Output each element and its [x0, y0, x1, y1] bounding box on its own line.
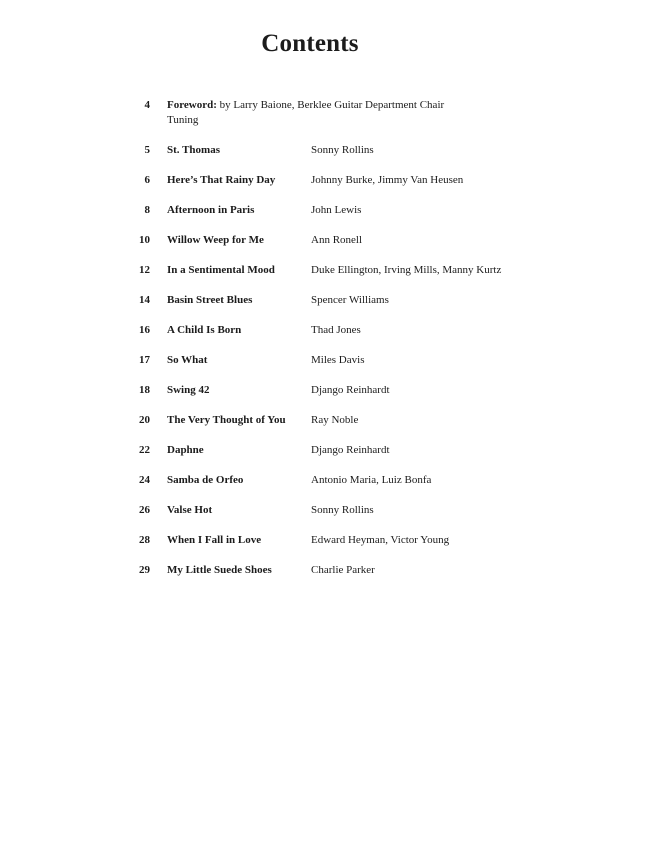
toc-entry — [128, 413, 528, 443]
toc-entry — [128, 233, 528, 263]
tuning-label: Tuning — [167, 114, 199, 126]
song-title: The Very Thought of You — [167, 414, 286, 426]
composer-name: Antonio Maria, Luiz Bonfa — [311, 474, 432, 486]
toc-entry — [128, 263, 528, 293]
toc-entry — [128, 473, 528, 503]
composer-name: Ann Ronell — [311, 234, 363, 246]
page-number: 8 — [144, 204, 150, 216]
song-title: Daphne — [167, 444, 204, 456]
page-title: Contents — [261, 30, 359, 57]
song-title: My Little Suede Shoes — [167, 564, 272, 576]
page-number: 18 — [139, 384, 150, 396]
page-number: 28 — [139, 534, 150, 546]
song-title: Basin Street Blues — [167, 294, 253, 306]
song-title: When I Fall in Love — [167, 534, 262, 546]
song-title: Samba de Orfeo — [167, 474, 244, 486]
toc-entry — [128, 353, 528, 383]
composer-name: Sonny Rollins — [311, 144, 374, 156]
page-number: 12 — [139, 264, 150, 276]
song-title: So What — [167, 354, 208, 366]
toc-entry — [128, 203, 528, 233]
page-number: 26 — [139, 504, 150, 516]
toc-entry — [128, 443, 528, 473]
toc-entry-foreword — [128, 98, 528, 143]
toc-entry — [128, 503, 528, 533]
composer-name: Ray Noble — [311, 414, 359, 426]
page-number: 22 — [139, 444, 150, 456]
toc-entry — [128, 383, 528, 413]
composer-name: Django Reinhardt — [311, 384, 390, 396]
page-number: 5 — [144, 144, 150, 156]
toc-entry — [128, 173, 528, 203]
foreword-label: Foreword: — [167, 99, 217, 111]
toc-entry — [128, 143, 528, 173]
page-number: 4 — [144, 99, 150, 111]
song-title: Here’s That Rainy Day — [167, 174, 276, 186]
composer-name: Edward Heyman, Victor Young — [311, 534, 450, 546]
composer-name: Miles Davis — [311, 354, 365, 366]
page-number: 17 — [139, 354, 150, 366]
composer-name: Charlie Parker — [311, 564, 375, 576]
song-title: Willow Weep for Me — [167, 234, 264, 246]
foreword-description: by Larry Baione, Berklee Guitar Department Chair — [216, 99, 445, 111]
song-title: St. Thomas — [167, 144, 220, 156]
page-number: 10 — [139, 234, 150, 246]
composer-name: Johnny Burke, Jimmy Van Heusen — [311, 174, 464, 186]
toc-entry — [128, 533, 528, 563]
song-title: Swing 42 — [167, 384, 210, 396]
toc-entry — [128, 293, 528, 323]
toc-entry — [128, 323, 528, 353]
composer-name: Sonny Rollins — [311, 504, 374, 516]
composer-name: John Lewis — [311, 204, 362, 216]
foreword-text — [167, 98, 444, 128]
composer-name: Thad Jones — [311, 324, 361, 336]
song-title: Valse Hot — [167, 504, 213, 516]
toc-entry — [128, 563, 528, 593]
song-title: Afternoon in Paris — [167, 204, 255, 216]
song-title: In a Sentimental Mood — [167, 264, 275, 276]
table-of-contents — [128, 98, 528, 593]
page-number: 24 — [139, 474, 150, 486]
song-title: A Child Is Born — [167, 324, 242, 336]
page-number: 14 — [139, 294, 150, 306]
page-number: 29 — [139, 564, 150, 576]
composer-name: Django Reinhardt — [311, 444, 390, 456]
page-number: 6 — [144, 174, 150, 186]
page-number: 16 — [139, 324, 150, 336]
composer-name: Spencer Williams — [311, 294, 389, 306]
composer-name: Duke Ellington, Irving Mills, Manny Kurtz — [311, 264, 502, 276]
page-number: 20 — [139, 414, 150, 426]
